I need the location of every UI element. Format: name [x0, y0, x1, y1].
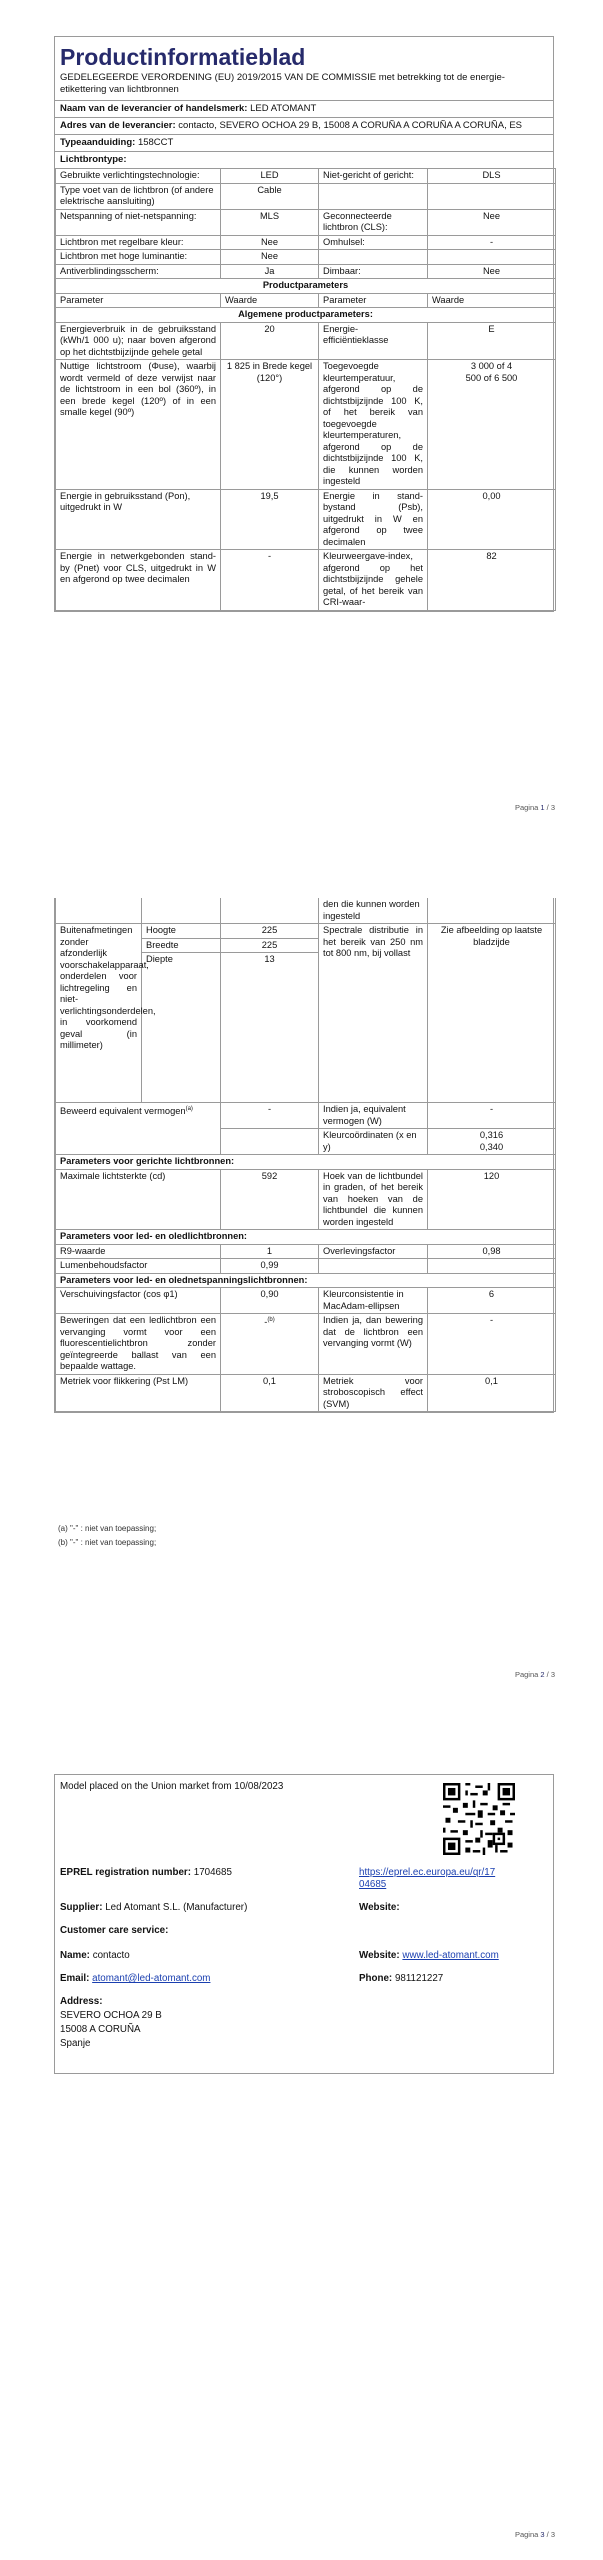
cell: Ja — [221, 264, 319, 279]
table-row — [56, 1155, 556, 1170]
cell: Energieverbruik in de gebruiksstand (kWh/1 000 u); naar boven afgerond op het dichtstbijzijnde gehele getal — [56, 322, 221, 360]
cell: den die kunnen worden ingesteld — [319, 898, 428, 924]
cell: 13 — [221, 953, 319, 1103]
cell: 82 — [428, 550, 556, 611]
eprel-link-line-2[interactable]: 04685 — [359, 1879, 387, 1890]
cell: 20 — [221, 322, 319, 360]
table-row — [56, 1244, 556, 1259]
cell: Energie in netwerkgebonden stand-by (Pnet) voor CLS, uitgedrukt in W en afgerond op twee decimalen — [56, 550, 221, 611]
cell: Nuttige lichtstroom (Φuse), waarbij wordt vermeld of deze verwijst naar de lichtstroom in een bol (360º), in een brede kegel (120º) of in een smalle kegel (90º) — [56, 360, 221, 490]
cell: - — [428, 1314, 556, 1375]
cell — [428, 1259, 556, 1274]
section-heading: Parameters voor led- en olednetspanningslichtbronnen: — [56, 1273, 556, 1288]
table-row — [56, 1314, 556, 1375]
page-footer — [515, 803, 555, 812]
table-row — [56, 1230, 556, 1245]
email-link[interactable]: atomant@led-atomant.com — [92, 1973, 211, 1984]
table-row — [56, 169, 556, 184]
supplier-row — [60, 1902, 247, 1914]
website-link[interactable]: www.led-atomant.com — [402, 1950, 499, 1961]
page-title: Productinformatieblad — [60, 44, 306, 70]
cell: Gebruikte verlichtingstechnologie: — [56, 169, 221, 184]
cell: Zie afbeelding op laatste bladzijde — [428, 924, 556, 1103]
cell: Metriek voor flikkering (Pst LM) — [56, 1374, 221, 1412]
cell — [221, 1129, 319, 1155]
supplier-label: Naam van de leverancier of handelsmerk: — [60, 103, 248, 114]
footer-prefix: Pagina — [514, 2530, 541, 2539]
equivalent-label: Beweerd equivalent vermogen — [60, 1106, 186, 1117]
page1-frame — [54, 36, 554, 612]
cell: Dimbaar: — [319, 264, 428, 279]
address-line-1: SEVERO OCHOA 29 B — [60, 2010, 162, 2021]
cell: Lichtbron met hoge luminantie: — [56, 250, 221, 265]
table-row — [56, 293, 556, 308]
cell — [319, 183, 428, 209]
cell: Nee — [221, 235, 319, 250]
table-row — [56, 1169, 556, 1230]
cell: Maximale lichtsterkte (cd) — [56, 1169, 221, 1230]
email-row — [60, 1973, 210, 1985]
supplier-value: LED ATOMANT — [250, 103, 317, 114]
website2-label: Website: — [359, 1950, 400, 1961]
footer-suffix: / 3 — [544, 1670, 555, 1679]
cell: Nee — [428, 209, 556, 235]
cell: - — [428, 1103, 556, 1129]
page-footer — [515, 2530, 555, 2539]
title-box — [55, 37, 553, 101]
cell: 0,1 — [221, 1374, 319, 1412]
footnote-ref-a: (a) — [185, 1106, 193, 1112]
table-row — [56, 898, 556, 924]
cell: Beweringen dat een ledlichtbron een vervanging vormt voor een fluorescentielichtbron zonder geïntegreerde ballast van een bepaalde wattage. — [56, 1314, 221, 1375]
footer-page-number: 3 — [540, 2530, 545, 2539]
cell: Indien ja, equivalent vermogen (W) — [319, 1103, 428, 1129]
cell: Breedte — [142, 938, 221, 953]
cell — [56, 898, 142, 924]
cell — [221, 1314, 319, 1375]
cell: Kleurcoördinaten (x en y) — [319, 1129, 428, 1155]
cell — [428, 898, 556, 924]
claim-value: - — [264, 1317, 268, 1328]
section-heading: Parameters voor led- en oledlichtbronnen: — [56, 1230, 556, 1245]
page-footer — [515, 1670, 555, 1679]
table-row — [56, 1273, 556, 1288]
cell — [221, 898, 319, 924]
table-row — [56, 279, 556, 294]
cell — [319, 1259, 428, 1274]
header-cell: Waarde — [221, 293, 319, 308]
cell: R9-waarde — [56, 1244, 221, 1259]
cell: - — [221, 1103, 319, 1129]
cell — [428, 250, 556, 265]
phone-value: 981121227 — [394, 1973, 444, 1984]
section-heading: Parameters voor gerichte lichtbronnen: — [56, 1155, 556, 1170]
phone-label: Phone: — [359, 1973, 393, 1984]
website-label: Website: — [359, 1902, 400, 1913]
section-heading: Algemene productparameters: — [56, 308, 556, 323]
cell: 1 — [221, 1244, 319, 1259]
qr-code-icon[interactable] — [443, 1783, 515, 1855]
footer-prefix: Pagina — [514, 803, 541, 812]
cell: - — [428, 235, 556, 250]
cell: 225 — [221, 924, 319, 939]
cell: Energie-efficiëntieklasse — [319, 322, 428, 360]
cell: 6 — [428, 1288, 556, 1314]
address-value: contacto, SEVERO OCHOA 29 B, 15008 A CORUÑA A CORUÑA A CORUÑA, ES — [178, 120, 523, 131]
cell: E — [428, 322, 556, 360]
cell — [428, 183, 556, 209]
cell: Omhulsel: — [319, 235, 428, 250]
footnotes — [58, 1522, 156, 1550]
website2-row — [359, 1950, 499, 1962]
cell — [142, 898, 221, 924]
cell: Buitenafmetingen zonder afzonderlijk voorschakelapparaat, onderdelen voor lichtregeling en niet-verlichtingsonderdelen, in voorkomend geval (in millimeter) — [56, 924, 142, 1103]
address-label: Adres van de leverancier: — [60, 120, 176, 131]
table-row — [56, 1288, 556, 1314]
subtitle: GEDELEGEERDE VERORDENING (EU) 2019/2015 VAN DE COMMISSIE met betrekking tot de energie-etikettering van lichtbronnen — [60, 72, 505, 95]
address-row — [55, 118, 553, 135]
cell: Geconnecteerde lichtbron (CLS): — [319, 209, 428, 235]
model-value: 158CCT — [137, 137, 174, 148]
table-row — [56, 264, 556, 279]
footnote-ref-b: (b) — [267, 1317, 275, 1323]
table-row — [56, 1259, 556, 1274]
cell: Cable — [221, 183, 319, 209]
cell: 120 — [428, 1169, 556, 1230]
market-date: Model placed on the Union market from 10/08/2023 — [60, 1781, 284, 1792]
lightsource-type-row: Lichtbrontype: — [55, 152, 553, 169]
address-line-3: Spanje — [60, 2038, 91, 2049]
cct-line-1: 3 000 of 4 — [470, 361, 513, 371]
cell: Type voet van de lichtbron (of andere elektrische aansluiting) — [56, 183, 221, 209]
table-row — [56, 250, 556, 265]
cell: 0,90 — [221, 1288, 319, 1314]
cell: Nee — [221, 250, 319, 265]
name-row — [60, 1950, 130, 1962]
cell: Hoogte — [142, 924, 221, 939]
customer-care-label: Customer care service: — [60, 1925, 169, 1936]
cell: LED — [221, 169, 319, 184]
cell: - — [221, 550, 319, 611]
footnote-b: (b) "-" : niet van toepassing; — [58, 1538, 157, 1547]
table-row — [56, 209, 556, 235]
cell: Energie in stand-bystand (Psb), uitgedrukt in W en afgerond op twee decimalen — [319, 489, 428, 550]
header-cell: Parameter — [56, 293, 221, 308]
cell: Nee — [428, 264, 556, 279]
model-label: Typeaanduiding: — [60, 137, 136, 148]
footer-page-number: 2 — [540, 1670, 545, 1679]
table-row — [56, 1374, 556, 1412]
name-value: contacto — [92, 1950, 130, 1961]
table-row — [56, 235, 556, 250]
cell: Toegevoegde kleurtemperatuur, afgerond op de dichtstbijzijnde 100 K, of het bereik van toegevoegde kleurtemperaturen, afgerond op de dichtstbijzijnde 100 K, die kunnen worden ingesteld — [319, 360, 428, 490]
footer-page-number: 1 — [540, 803, 545, 812]
table-row — [56, 360, 556, 490]
cell: Energie in gebruiksstand (Pon), uitgedrukt in W — [56, 489, 221, 550]
eprel-value: 1704685 — [193, 1867, 232, 1878]
header-cell: Waarde — [428, 293, 556, 308]
table-row — [56, 550, 556, 611]
table-row — [56, 489, 556, 550]
supplier-value: Led Atomant S.L. (Manufacturer) — [105, 1902, 248, 1913]
page3-frame — [54, 1774, 554, 2074]
cell: 0,00 — [428, 489, 556, 550]
eprel-link-line-1[interactable]: https://eprel.ec.europa.eu/qr/17 — [359, 1867, 496, 1878]
dimensions-table — [55, 898, 556, 1412]
header-cell: Parameter — [319, 293, 428, 308]
cell: Antiverblindingsscherm: — [56, 264, 221, 279]
table-row — [56, 183, 556, 209]
cell: DLS — [428, 169, 556, 184]
cell: Kleurweergave-index, afgerond op het dichtstbijzijnde gehele getal, of het bereik van CRI-waar- — [319, 550, 428, 611]
cell: 225 — [221, 938, 319, 953]
cell: Netspanning of niet-netspanning: — [56, 209, 221, 235]
address-line-2: 15008 A CORUÑA — [60, 2024, 141, 2035]
table-row — [56, 308, 556, 323]
footer-prefix: Pagina — [514, 1670, 541, 1679]
cell: Hoek van de lichtbundel in graden, of het bereik van hoeken van de lichtbundel die kunnen worden ingesteld — [319, 1169, 428, 1230]
supplier-label: Supplier: — [60, 1902, 103, 1913]
address-label: Address: — [60, 1996, 103, 2007]
model-row — [55, 135, 553, 152]
supplier-row — [55, 101, 553, 118]
cell: 0,1 — [428, 1374, 556, 1412]
cc-x: 0,316 — [479, 1130, 504, 1140]
section-heading: Productparameters — [56, 279, 556, 294]
cell: Indien ja, dan bewering dat de lichtbron een vervanging vormt (W) — [319, 1314, 428, 1375]
eprel-label: EPREL registration number: — [60, 1867, 192, 1878]
cell: Lumenbehoudsfactor — [56, 1259, 221, 1274]
phone-row — [359, 1973, 443, 1985]
cell: Niet-gericht of gericht: — [319, 169, 428, 184]
footer-suffix: / 3 — [544, 2530, 555, 2539]
cell — [428, 360, 556, 490]
name-label: Name: — [60, 1950, 90, 1961]
cell: Lichtbron met regelbare kleur: — [56, 235, 221, 250]
cell: Diepte — [142, 953, 221, 1103]
footer-suffix: / 3 — [544, 803, 555, 812]
cell: 19,5 — [221, 489, 319, 550]
cell: Spectrale distributie in het bereik van 250 nm tot 800 nm, bij vollast — [319, 924, 428, 1103]
cell: MLS — [221, 209, 319, 235]
cell: 0,98 — [428, 1244, 556, 1259]
cell: Kleurconsistentie in MacAdam-ellipsen — [319, 1288, 428, 1314]
table-row — [56, 924, 556, 939]
page2-frame — [54, 898, 554, 1413]
cell — [319, 250, 428, 265]
cell: Verschuivingsfactor (cos φ1) — [56, 1288, 221, 1314]
cell: 592 — [221, 1169, 319, 1230]
footnote-a: (a) "-" : niet van toepassing; — [58, 1524, 157, 1533]
cell: 1 825 in Brede kegel (120°) — [221, 360, 319, 490]
table-row — [56, 322, 556, 360]
cell — [428, 1129, 556, 1155]
lightsource-table — [55, 168, 556, 611]
cell: Metriek voor stroboscopisch effect (SVM) — [319, 1374, 428, 1412]
cct-line-2: 500 of 6 500 — [465, 372, 518, 383]
cc-y: 0,340 — [479, 1141, 504, 1152]
eprel-row — [60, 1867, 232, 1879]
cell: Overlevingsfactor — [319, 1244, 428, 1259]
cell — [56, 1103, 221, 1155]
email-label: Email: — [60, 1973, 90, 1984]
cell: 0,99 — [221, 1259, 319, 1274]
table-row — [56, 1103, 556, 1129]
